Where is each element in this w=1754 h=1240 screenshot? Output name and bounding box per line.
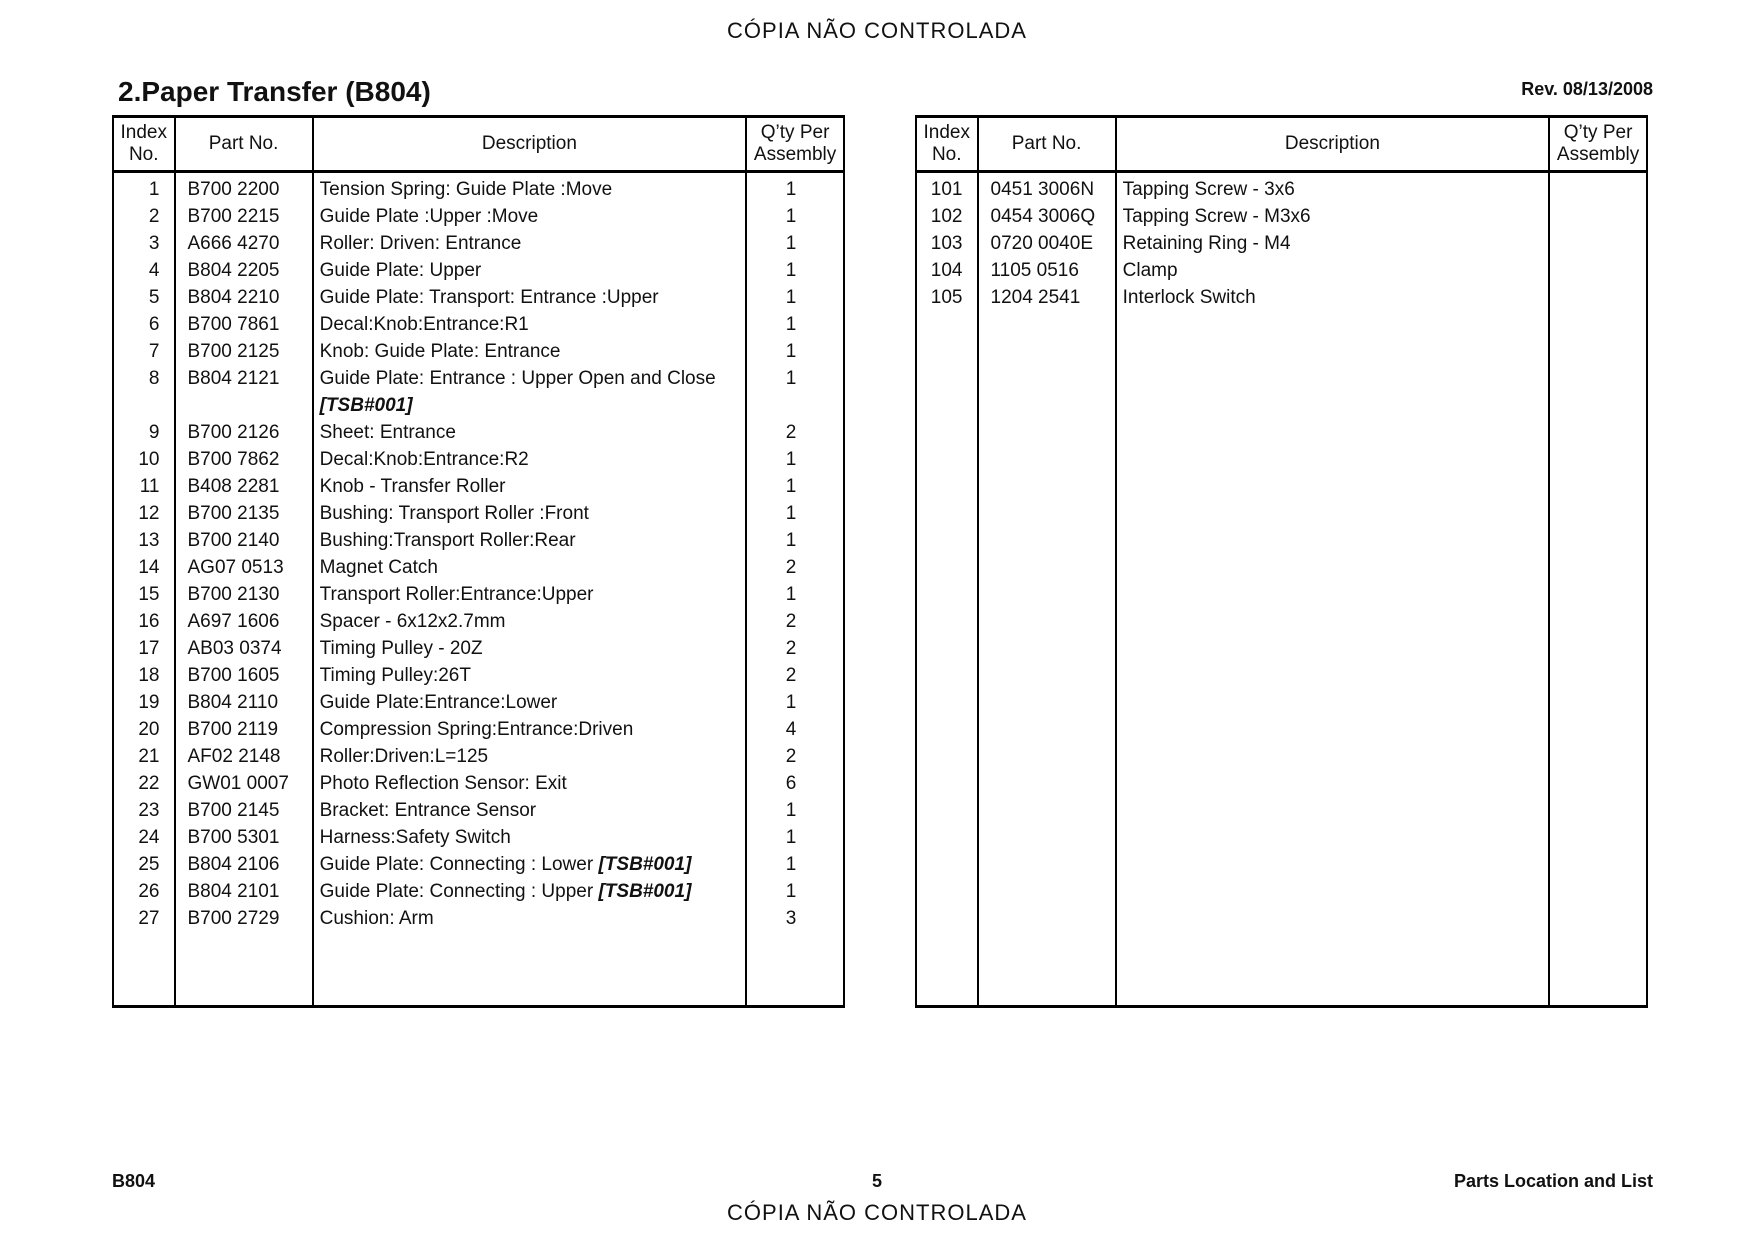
index-cell: 11 (113, 473, 175, 500)
part-number-cell: B700 2729 (175, 905, 313, 932)
footer-page-number: 5 (871, 1171, 882, 1191)
table-row (113, 905, 844, 932)
column-header-index: Index No. (113, 117, 175, 172)
quantity-cell: 1 (746, 284, 844, 311)
description-text: Harness:Safety Switch (319, 827, 511, 848)
description-text: Timing Pulley - 20Z (319, 638, 483, 659)
description-text: Spacer - 6x12x2.7mm (319, 611, 506, 632)
description-cell (313, 527, 747, 554)
table-row (113, 824, 844, 851)
description-text: Tapping Screw - 3x6 (1122, 179, 1295, 200)
part-number-cell: AF02 2148 (175, 743, 313, 770)
description-cell (1116, 172, 1550, 204)
table-row (113, 581, 844, 608)
part-number-cell: 0451 3006N (978, 172, 1116, 204)
quantity-cell: 2 (746, 743, 844, 770)
part-number-cell: A697 1606 (175, 608, 313, 635)
table-row (916, 257, 1647, 284)
index-cell: 6 (113, 311, 175, 338)
description-cell (313, 716, 747, 743)
table-row (113, 473, 844, 500)
quantity-cell: 1 (746, 500, 844, 527)
table-row (113, 311, 844, 338)
description-cell (313, 230, 747, 257)
index-cell: 24 (113, 824, 175, 851)
description-cell (313, 446, 747, 473)
quantity-cell: 1 (746, 878, 844, 905)
table-row (113, 635, 844, 662)
quantity-cell (1549, 284, 1647, 311)
part-number-cell: B804 2121 (175, 365, 313, 392)
description-text: Knob - Transfer Roller (319, 476, 506, 497)
part-number-cell: B700 2140 (175, 527, 313, 554)
index-cell: 2 (113, 203, 175, 230)
parts-table-right-body (916, 172, 1647, 1007)
quantity-cell: 1 (746, 338, 844, 365)
part-number-cell: B700 2125 (175, 338, 313, 365)
part-number-cell: B700 7862 (175, 446, 313, 473)
table-row (113, 797, 844, 824)
table-row (113, 230, 844, 257)
table-filler-row (113, 932, 844, 1007)
parts-table-left-body (113, 172, 844, 1007)
index-cell: 12 (113, 500, 175, 527)
quantity-cell: 1 (746, 824, 844, 851)
description-cell (313, 662, 747, 689)
column-header-description: Description (313, 117, 747, 172)
table-row (113, 662, 844, 689)
table-row (113, 446, 844, 473)
part-number-cell (175, 392, 313, 419)
description-cell (1116, 230, 1550, 257)
table-row (916, 172, 1647, 204)
page-title: 2.Paper Transfer (B804) (118, 76, 431, 107)
part-number-cell: B700 2200 (175, 172, 313, 204)
description-text: Roller: Driven: Entrance (319, 233, 522, 254)
table-filler-row (916, 311, 1647, 1007)
index-cell: 26 (113, 878, 175, 905)
description-cell (313, 419, 747, 446)
quantity-cell (1549, 172, 1647, 204)
index-cell: 5 (113, 284, 175, 311)
table-row (113, 716, 844, 743)
quantity-cell: 1 (746, 365, 844, 392)
part-number-cell: 1204 2541 (978, 284, 1116, 311)
part-number-cell: 1105 0516 (978, 257, 1116, 284)
description-text: Guide Plate: Connecting : Upper (319, 881, 599, 902)
table-row (113, 527, 844, 554)
description-text: Clamp (1122, 260, 1178, 281)
description-text: Guide Plate :Upper :Move (319, 206, 539, 227)
description-text: Compression Spring:Entrance:Driven (319, 719, 634, 740)
index-cell: 3 (113, 230, 175, 257)
part-number-cell: B700 7861 (175, 311, 313, 338)
quantity-cell: 1 (746, 527, 844, 554)
quantity-cell (1549, 230, 1647, 257)
quantity-cell: 1 (746, 311, 844, 338)
index-cell: 20 (113, 716, 175, 743)
part-number-cell: 0720 0040E (978, 230, 1116, 257)
description-cell (1116, 284, 1550, 311)
index-cell: 16 (113, 608, 175, 635)
description-cell (313, 284, 747, 311)
column-header-part-no: Part No. (978, 117, 1116, 172)
description-text: Cushion: Arm (319, 908, 434, 929)
table-row (916, 203, 1647, 230)
quantity-cell: 6 (746, 770, 844, 797)
table-row (113, 392, 844, 419)
part-number-cell: B700 2130 (175, 581, 313, 608)
index-cell: 15 (113, 581, 175, 608)
part-number-cell: B804 2106 (175, 851, 313, 878)
table-header-row (916, 117, 1647, 172)
description-text: Guide Plate: Connecting : Lower (319, 854, 599, 875)
revision-date: Rev. 08/13/2008 (1521, 79, 1653, 99)
index-cell: 9 (113, 419, 175, 446)
uncontrolled-copy-watermark-bottom: CÓPIA NÃO CONTROLADA (727, 1200, 1027, 1225)
empty-cell (978, 311, 1116, 1007)
part-number-cell: B700 1605 (175, 662, 313, 689)
description-cell (1116, 257, 1550, 284)
parts-table-left (112, 115, 845, 1008)
index-cell: 8 (113, 365, 175, 392)
column-header-index: Index No. (916, 117, 978, 172)
description-text: Photo Reflection Sensor: Exit (319, 773, 567, 794)
index-cell: 101 (916, 172, 978, 204)
description-cell (313, 554, 747, 581)
index-cell: 19 (113, 689, 175, 716)
index-cell: 22 (113, 770, 175, 797)
quantity-cell: 2 (746, 419, 844, 446)
empty-cell (175, 932, 313, 1007)
part-number-cell: 0454 3006Q (978, 203, 1116, 230)
table-row (113, 419, 844, 446)
part-number-cell: B700 2119 (175, 716, 313, 743)
description-text: Sheet: Entrance (319, 422, 456, 443)
description-text: Interlock Switch (1122, 287, 1256, 308)
quantity-cell: 2 (746, 662, 844, 689)
description-cell (313, 311, 747, 338)
tsb-reference: [TSB#001] (319, 395, 413, 416)
description-text: Roller:Driven:L=125 (319, 746, 489, 767)
part-number-cell: B804 2210 (175, 284, 313, 311)
description-text: Knob: Guide Plate: Entrance (319, 341, 561, 362)
description-cell (313, 473, 747, 500)
quantity-cell: 2 (746, 608, 844, 635)
description-text: Bracket: Entrance Sensor (319, 800, 537, 821)
index-cell: 17 (113, 635, 175, 662)
description-text: Retaining Ring - M4 (1122, 233, 1291, 254)
description-text: Tension Spring: Guide Plate :Move (319, 179, 613, 200)
table-row (113, 172, 844, 204)
description-cell (313, 797, 747, 824)
description-text: Guide Plate:Entrance:Lower (319, 692, 558, 713)
index-cell: 14 (113, 554, 175, 581)
index-cell (113, 392, 175, 419)
column-header-part-no: Part No. (175, 117, 313, 172)
table-row (113, 608, 844, 635)
quantity-cell: 1 (746, 446, 844, 473)
quantity-cell (1549, 203, 1647, 230)
index-cell: 25 (113, 851, 175, 878)
footer-model: B804 (112, 1171, 156, 1191)
description-cell (313, 770, 747, 797)
description-cell (1116, 203, 1550, 230)
table-row (113, 770, 844, 797)
description-cell (313, 500, 747, 527)
parts-table-right (915, 115, 1648, 1008)
description-text: Tapping Screw - M3x6 (1122, 206, 1311, 227)
description-cell (313, 581, 747, 608)
description-text: Guide Plate: Upper (319, 260, 482, 281)
empty-cell (1116, 311, 1550, 1007)
quantity-cell: 1 (746, 473, 844, 500)
empty-cell (1549, 311, 1647, 1007)
table-row (113, 500, 844, 527)
column-header-description: Description (1116, 117, 1550, 172)
description-cell (313, 365, 747, 392)
description-text: Decal:Knob:Entrance:R2 (319, 449, 529, 470)
column-header-qty: Q’ty Per Assembly (1549, 117, 1647, 172)
quantity-cell: 3 (746, 905, 844, 932)
index-cell: 18 (113, 662, 175, 689)
table-row (113, 338, 844, 365)
description-cell (313, 743, 747, 770)
quantity-cell: 4 (746, 716, 844, 743)
empty-cell (113, 932, 175, 1007)
description-cell (313, 689, 747, 716)
table-row (113, 878, 844, 905)
index-cell: 13 (113, 527, 175, 554)
index-cell: 104 (916, 257, 978, 284)
tsb-reference: [TSB#001] (598, 854, 692, 875)
table-row (113, 689, 844, 716)
index-cell: 23 (113, 797, 175, 824)
description-cell (313, 824, 747, 851)
part-number-cell: B408 2281 (175, 473, 313, 500)
table-row (113, 284, 844, 311)
empty-cell (916, 311, 978, 1007)
index-cell: 4 (113, 257, 175, 284)
description-cell (313, 905, 747, 932)
part-number-cell: AG07 0513 (175, 554, 313, 581)
description-cell (313, 203, 747, 230)
table-row (916, 230, 1647, 257)
empty-cell (746, 932, 844, 1007)
part-number-cell: B700 5301 (175, 824, 313, 851)
description-cell (313, 172, 747, 204)
part-number-cell: B804 2101 (175, 878, 313, 905)
table-row (916, 284, 1647, 311)
description-text: Bushing: Transport Roller :Front (319, 503, 589, 524)
table-row (113, 203, 844, 230)
index-cell: 103 (916, 230, 978, 257)
quantity-cell: 1 (746, 172, 844, 204)
part-number-cell: B804 2110 (175, 689, 313, 716)
quantity-cell: 2 (746, 635, 844, 662)
table-row (113, 365, 844, 392)
index-cell: 21 (113, 743, 175, 770)
index-cell: 27 (113, 905, 175, 932)
quantity-cell: 1 (746, 689, 844, 716)
description-cell (313, 257, 747, 284)
part-number-cell: B700 2145 (175, 797, 313, 824)
description-cell (313, 608, 747, 635)
quantity-cell: 1 (746, 797, 844, 824)
index-cell: 10 (113, 446, 175, 473)
index-cell: 7 (113, 338, 175, 365)
quantity-cell: 1 (746, 581, 844, 608)
table-row (113, 257, 844, 284)
index-cell: 105 (916, 284, 978, 311)
index-cell: 1 (113, 172, 175, 204)
part-number-cell: B700 2135 (175, 500, 313, 527)
tsb-reference: [TSB#001] (598, 881, 692, 902)
description-text: Bushing:Transport Roller:Rear (319, 530, 576, 551)
part-number-cell: GW01 0007 (175, 770, 313, 797)
description-text: Timing Pulley:26T (319, 665, 471, 686)
quantity-cell: 1 (746, 230, 844, 257)
uncontrolled-copy-watermark-top: CÓPIA NÃO CONTROLADA (727, 18, 1027, 43)
quantity-cell: 2 (746, 554, 844, 581)
table-row (113, 743, 844, 770)
description-cell (313, 851, 747, 878)
description-cell (313, 878, 747, 905)
table-row (113, 554, 844, 581)
description-text: Guide Plate: Entrance : Upper Open and Close (319, 368, 716, 389)
description-text: Magnet Catch (319, 557, 438, 578)
description-cell (313, 392, 747, 419)
part-number-cell: B700 2126 (175, 419, 313, 446)
index-cell: 102 (916, 203, 978, 230)
part-number-cell: B804 2205 (175, 257, 313, 284)
footer-section-title: Parts Location and List (1453, 1171, 1653, 1191)
quantity-cell: 1 (746, 257, 844, 284)
description-text: Guide Plate: Transport: Entrance :Upper (319, 287, 659, 308)
column-header-qty: Q’ty Per Assembly (746, 117, 844, 172)
description-text: Decal:Knob:Entrance:R1 (319, 314, 529, 335)
part-number-cell: B700 2215 (175, 203, 313, 230)
table-row (113, 851, 844, 878)
part-number-cell: A666 4270 (175, 230, 313, 257)
part-number-cell: AB03 0374 (175, 635, 313, 662)
quantity-cell: 1 (746, 851, 844, 878)
description-text: Transport Roller:Entrance:Upper (319, 584, 594, 605)
quantity-cell (1549, 257, 1647, 284)
table-header-row (113, 117, 844, 172)
quantity-cell (746, 392, 844, 419)
empty-cell (313, 932, 747, 1007)
quantity-cell: 1 (746, 203, 844, 230)
description-cell (313, 338, 747, 365)
description-cell (313, 635, 747, 662)
